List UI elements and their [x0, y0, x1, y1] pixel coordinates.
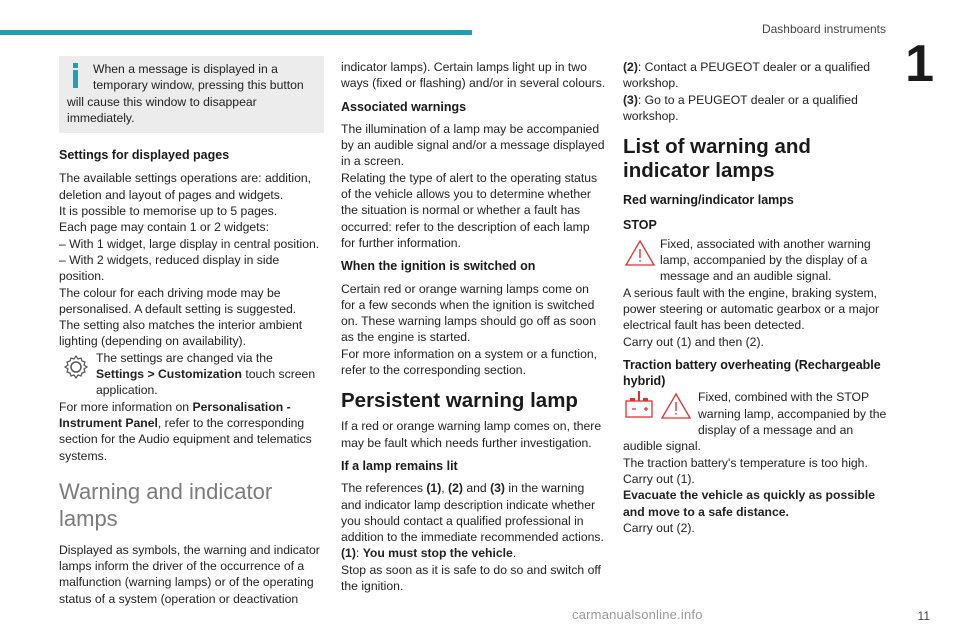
paragraph: Certain red or orange warning lamps come on for a few seconds when the ignition is switched on. These warning lamps should go off as soon as the engine is started. — [341, 281, 596, 345]
page-number: 11 — [917, 609, 930, 623]
info-text: When a message is displayed in a temporary window, pressing this button will cause this window to disappear immediately. — [67, 62, 304, 125]
list-heading: List of warning and indicator lamps — [623, 135, 811, 183]
reference-2: (2) — [623, 60, 638, 74]
stop-block — [623, 236, 888, 285]
paragraph: Carry out (2). — [623, 520, 695, 535]
ignition-heading: When the ignition is switched on — [341, 259, 536, 274]
more-text: , refer to the corresponding section for the Audio equipment and telematics systems. — [59, 415, 312, 463]
paragraph: The available settings operations are: addition, deletion and layout of pages and widgets. — [59, 171, 312, 202]
stop-bold: You must stop the vehicle — [362, 546, 513, 561]
paragraph: Carry out (1) and then (2). — [623, 334, 764, 349]
gear-text: touch screen application. — [96, 367, 316, 398]
paragraph: Relating the type of alert to the operating status of the vehicle allows you to determine whether the situation is normal or whether a fault has occurred: refer to the description of each lamp for further information. — [341, 170, 598, 250]
paragraph: It is possible to memorise up to 5 pages. — [59, 204, 278, 219]
paragraph: For more information on a system or a function, refer to the corresponding section. — [341, 346, 598, 378]
paragraph: indicator lamps). Certain lamps light up in two ways (fixed or flashing) and/or in several colours. — [341, 60, 606, 91]
text-span: . — [512, 546, 517, 561]
list-item: – With 2 widgets, reduced display in side position. — [59, 252, 280, 284]
warning-triangle-icon — [623, 236, 657, 270]
paragraph: Stop as soon as it is safe to do so and switch off the ignition. — [341, 562, 601, 594]
info-box — [59, 56, 324, 133]
battery-block — [623, 389, 888, 454]
column-2 — [341, 56, 606, 594]
stop-instruction — [341, 545, 606, 561]
paragraph: Displayed as symbols, the warning and indicator lamps inform the driver of the occurrence of a malfunction (warning lamps) or of the operating status of a system (operation or deactivation — [59, 542, 320, 606]
text-span: : Contact a PEUGEOT dealer or a qualified workshop. — [623, 60, 871, 91]
reference-2: (2) — [448, 481, 463, 496]
paragraph: The traction battery's temperature is too high. — [623, 455, 868, 470]
paragraph: If a red or orange warning lamp comes on, there may be fault which needs further investigation. — [341, 419, 602, 450]
associated-warnings-heading: Associated warnings — [341, 99, 467, 114]
more-text-bold: Personalisation - Instrument Panel — [59, 399, 291, 430]
column-3 — [623, 56, 888, 536]
paragraph: Fixed, associated with another warning lamp, accompanied by the display of a message and an audible signal. — [660, 236, 871, 284]
text-span: : Go to a PEUGEOT dealer or a qualified workshop. — [623, 92, 858, 123]
text-span: : — [355, 546, 363, 561]
warning-lamps-heading: Warning and indicator lamps — [59, 478, 273, 531]
reference-3: (3) — [490, 481, 505, 496]
more-text: For more information on — [59, 399, 193, 414]
references-paragraph — [341, 480, 606, 545]
reference-1: (1) — [426, 481, 442, 496]
red-lamps-heading: Red warning/indicator lamps — [623, 193, 794, 208]
section-title: Dashboard instruments — [761, 22, 886, 36]
paragraph: The setting also matches the interior ambient lighting (depending on availability). — [59, 318, 303, 349]
paragraph: Fixed, combined with the STOP warning lamp, accompanied by the display of a message and an audible signal. — [623, 390, 887, 454]
battery-temperature-icon — [623, 389, 695, 423]
watermark: carmanualsonline.info — [572, 607, 703, 622]
text-span: and — [462, 481, 491, 496]
gear-text-bold: Settings > Customization — [96, 367, 242, 382]
paragraph: The illumination of a lamp may be accompanied by an audible signal and/or a message displayed in a screen. — [341, 121, 605, 169]
evacuate-warning: Evacuate the vehicle as quickly as possible and move to a safe distance. — [623, 488, 875, 519]
reference-3: (3) — [623, 92, 638, 107]
gear-text: The settings are changed via the — [96, 350, 273, 365]
text-span: , — [441, 481, 449, 496]
paragraph: A serious fault with the engine, braking system, power steering or automatic gearbox or a major electrical fault has been detected. — [623, 285, 880, 333]
stop-heading: STOP — [623, 218, 657, 233]
battery-heading: Traction battery overheating (Rechargeable hybrid) — [623, 357, 881, 389]
text-span: in the warning and indicator lamp description indicate whether you should contact a qualified professional in addition to the immediate recommended actions. — [341, 481, 604, 545]
column-1 — [59, 56, 324, 607]
remains-lit-heading: If a lamp remains lit — [341, 458, 458, 473]
gear-note — [59, 350, 324, 399]
paragraph: The colour for each driving mode may be personalised. A default setting is suggested. — [59, 285, 297, 316]
list-item: – With 1 widget, large display in central position. — [59, 236, 320, 251]
chapter-number: 1 — [905, 35, 934, 93]
reference-1: (1) — [341, 546, 356, 561]
persistent-heading: Persistent warning lamp — [341, 389, 578, 413]
info-icon — [67, 61, 91, 91]
text-span: The references — [341, 481, 427, 496]
settings-heading: Settings for displayed pages — [59, 148, 230, 163]
header-accent-bar — [0, 30, 472, 35]
paragraph: Carry out (1). — [623, 471, 695, 486]
paragraph: Each page may contain 1 or 2 widgets: — [59, 220, 270, 235]
gear-icon — [59, 350, 93, 384]
